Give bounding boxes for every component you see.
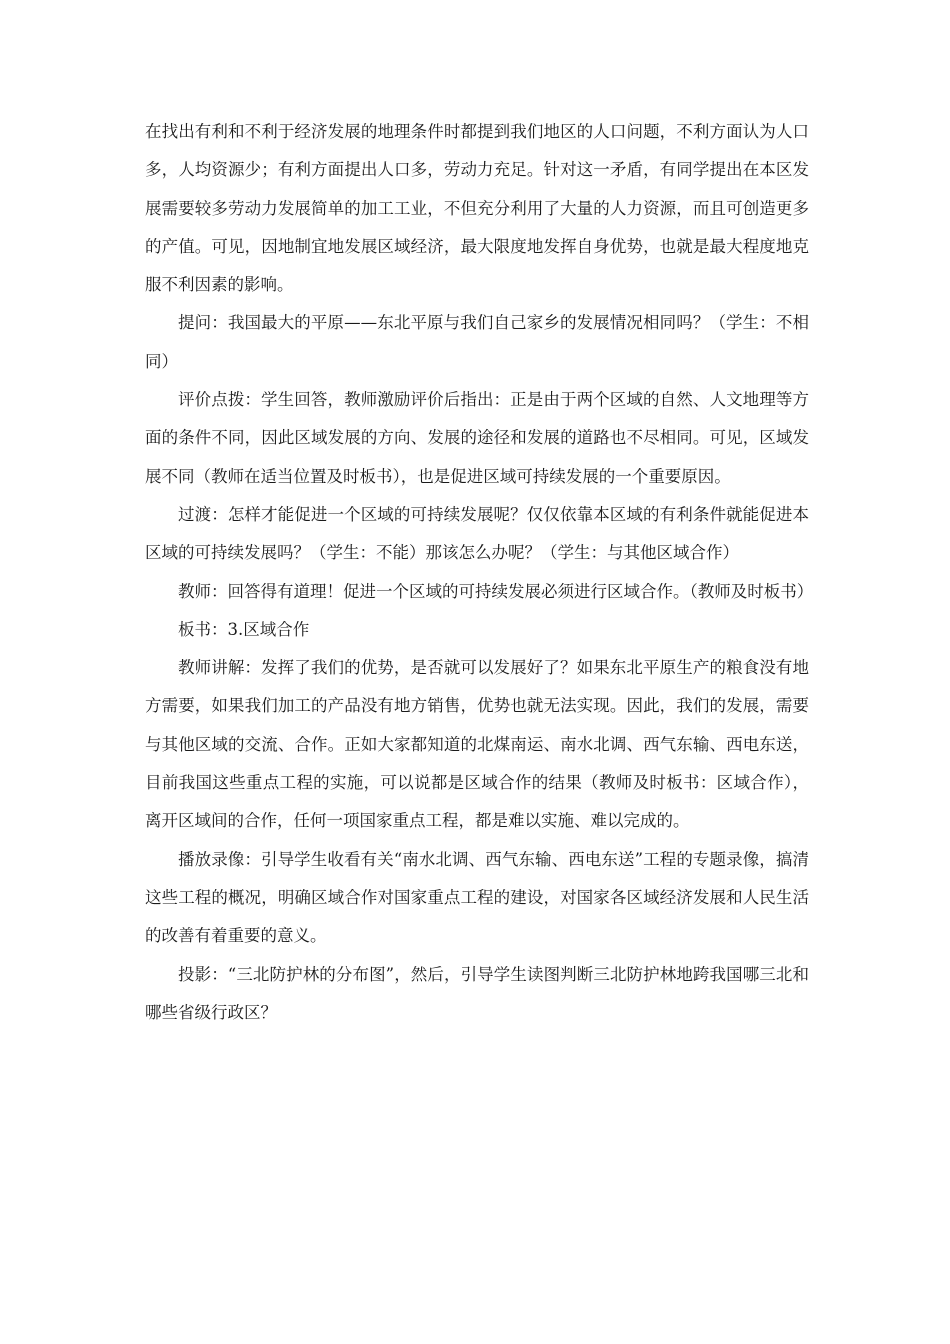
paragraph-teacher-explanation: 教师讲解：发挥了我们的优势，是否就可以发展好了？如果东北平原生产的粮食没有地方需要，如果我们加工的产品没有地方销售，优势也就无法实现。因此，我们的发展，需要与其他区域的交流、合作。正如大家都知道的北煤南运、南水北调、西气东输、西电东送，目前我国这些重点工程的实施，可以说都是区域合作的结果（教师及时板书：区域合作），离开区域间的合作，任何一项国家重点工程，都是难以实施、难以完成的。 — [145, 658, 809, 831]
document-body — [145, 113, 814, 1032]
paragraph-evaluation: 评价点拨：学生回答，教师激励评价后指出：正是由于两个区域的自然、人文地理等方面的条件不同，因此区域发展的方向、发展的途径和发展的道路也不尽相同。可见，区域发展不同（教师在适当位置及时板书），也是促进区域可持续发展的一个重要原因。 — [145, 390, 809, 486]
paragraph-projection: 投影：“三北防护林的分布图”，然后，引导学生读图判断三北防护林地跨我国哪三北和哪些省级行政区？ — [145, 964, 809, 1022]
paragraph-video: 播放录像：引导学生收看有关“南水北调、西气东输、西电东送”工程的专题录像，搞清这些工程的概况，明确区域合作对国家重点工程的建设，对国家各区域经济发展和人民生活的改善有着重要的意义。 — [145, 849, 809, 946]
paragraph-blackboard-heading: 板书：3.区域合作 — [178, 619, 310, 639]
paragraph-teacher-answer: 教师：回答得有道理！促进一个区域的可持续发展必须进行区域合作。（教师及时板书） — [178, 581, 814, 601]
paragraph-population: 在找出有利和不利于经济发展的地理条件时都提到我们地区的人口问题，不利方面认为人口多，人均资源少；有利方面提出人口多，劳动力充足。针对这一矛盾，有同学提出在本区发展需要较多劳动力发展简单的加工工业，不但充分利用了大量的人力资源，而且可创造更多的产值。可见，因地制宜地发展区域经济，最大限度地发挥自身优势，也就是最大程度地克服不利因素的影响。 — [145, 122, 809, 295]
paragraph-transition: 过渡：怎样才能促进一个区域的可持续发展呢？仅仅依靠本区域的有利条件就能促进本区域的可持续发展吗？（学生：不能）那该怎么办呢？（学生：与其他区域合作） — [145, 504, 809, 563]
paragraph-question-northeast-plain: 提问：我国最大的平原——东北平原与我们自己家乡的发展情况相同吗？（学生：不相同） — [145, 313, 809, 371]
